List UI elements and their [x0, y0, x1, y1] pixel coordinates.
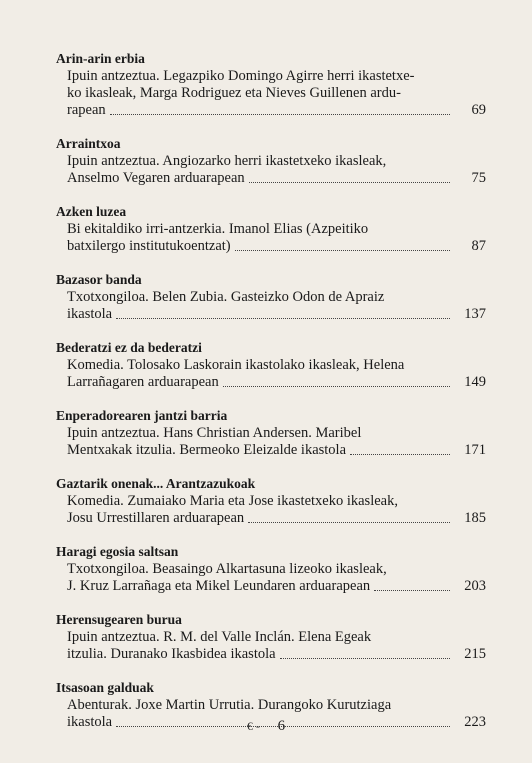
toc-entry-description-line: Bi ekitaldiko irri-antzerkia. Imanol Elias (Azpeitiko [67, 221, 369, 237]
toc-entry [56, 339, 486, 391]
dot-leader [374, 590, 450, 591]
toc-entry-description-line: Abenturak. Joxe Martin Urrutia. Durangoko Kurutziaga [67, 697, 392, 713]
toc-entry-last-line [67, 374, 456, 391]
toc-entry [56, 543, 486, 595]
toc-entry-page-number: 171 [464, 442, 486, 458]
toc-entry-last-line [67, 646, 456, 663]
toc-entry-description [67, 289, 456, 323]
toc-entry [56, 475, 486, 527]
toc-entry [56, 50, 486, 119]
toc-entry [56, 271, 486, 323]
toc-entry [56, 135, 486, 187]
toc-entry-description [67, 561, 456, 595]
toc-entry-description-line: ko ikasleak, Marga Rodriguez eta Nieves Guillenen ardu- [67, 85, 401, 101]
dot-leader [248, 522, 450, 523]
toc-entry-last-line [67, 578, 456, 595]
dot-leader [110, 114, 450, 115]
toc-entry-title: Haragi egosia saltsan [56, 544, 179, 559]
toc-entry-title: Arraintxoa [56, 136, 121, 151]
toc-entry-description [67, 221, 456, 255]
toc-entry-description-line: Txotxongiloa. Belen Zubia. Gasteizko Odon de Apraiz [67, 289, 385, 305]
toc-entry-last-line [67, 238, 456, 255]
toc-entry-description-line: Ipuin antzeztua. Hans Christian Andersen. Maribel [67, 425, 362, 441]
toc-entry-last-line-text: Mentxakak itzulia. Bermeoko Eleizalde ikastola [67, 442, 347, 458]
footer-mark: € - [246, 719, 260, 733]
dot-leader [116, 318, 450, 319]
toc-entry-last-line [67, 170, 456, 187]
dot-leader [249, 182, 450, 183]
toc-entry-last-line-text: ikastola [67, 714, 113, 730]
toc-entry-body [56, 289, 486, 323]
toc-entry-description [67, 153, 456, 187]
toc-entry-description-line: Komedia. Zumaiako Maria eta Jose ikastetxeko ikasleak, [67, 493, 398, 509]
toc-entry-page-number: 149 [464, 374, 486, 390]
toc-entry-description-line: Ipuin antzeztua. Legazpiko Domingo Agirre herri ikastetxe- [67, 68, 415, 84]
toc-entry-description-line: Komedia. Tolosako Laskorain ikastolako ikasleak, Helena [67, 357, 405, 373]
toc-entry-page-number: 75 [471, 170, 486, 186]
toc-entry-last-line [67, 102, 456, 119]
dot-leader [350, 454, 450, 455]
toc-entry-body [56, 629, 486, 663]
toc-entry-page-number: 87 [471, 238, 486, 254]
toc-entry-last-line-text: rapean [67, 102, 106, 118]
toc-entry-title: Bederatzi ez da bederatzi [56, 340, 202, 355]
toc-entry-body [56, 425, 486, 459]
dot-leader [280, 658, 450, 659]
toc-entry-body [56, 493, 486, 527]
toc-entry-description-line: Ipuin antzeztua. R. M. del Valle Inclán. Elena Egeak [67, 629, 372, 645]
toc-entry-last-line-text: Anselmo Vegaren arduarapean [67, 170, 245, 186]
footer-page-number: 6 [277, 718, 286, 734]
toc-entry-body [56, 357, 486, 391]
toc-entry-last-line-text: batxilergo institutukoentzat) [67, 238, 231, 254]
dot-leader [235, 250, 450, 251]
toc-entry-page-number: 223 [464, 714, 486, 730]
toc-entry-body [56, 221, 486, 255]
toc-entry-title: Itsasoan galduak [56, 680, 154, 695]
toc-entry-description [67, 357, 456, 391]
toc-entry-last-line-text: Larrañagaren arduarapean [67, 374, 219, 390]
toc-entry-title: Gaztarik onenak... Arantzazukoak [56, 476, 256, 491]
toc-entry [56, 203, 486, 255]
toc-entry-title: Arin-arin erbia [56, 51, 145, 66]
toc-entry [56, 407, 486, 459]
toc-entry-description-line: Ipuin antzeztua. Angiozarko herri ikastetxeko ikasleak, [67, 153, 387, 169]
toc-entry-last-line-text: itzulia. Duranako Ikasbidea ikastola [67, 646, 276, 662]
toc-entry-description [67, 493, 456, 527]
table-of-contents [56, 50, 486, 747]
toc-entry-title: Azken luzea [56, 204, 127, 219]
toc-entry-last-line [67, 442, 456, 459]
toc-entry-description [67, 68, 456, 119]
toc-entry-description-line: Txotxongiloa. Beasaingo Alkartasuna lizeoko ikasleak, [67, 561, 387, 577]
page-footer [0, 718, 532, 735]
toc-entry-body [56, 561, 486, 595]
toc-entry-last-line-text: ikastola [67, 306, 113, 322]
toc-entry-last-line-text: J. Kruz Larrañaga eta Mikel Leundaren arduarapean [67, 578, 371, 594]
toc-entry-title: Enperadorearen jantzi barria [56, 408, 228, 423]
toc-entry [56, 611, 486, 663]
toc-entry-page-number: 203 [464, 578, 486, 594]
toc-entry-page-number: 215 [464, 646, 486, 662]
toc-entry-page-number: 185 [464, 510, 486, 526]
toc-entry-body [56, 68, 486, 119]
toc-entry-last-line-text: Josu Urrestillaren arduarapean [67, 510, 245, 526]
toc-entry-last-line [67, 306, 456, 323]
dot-leader [223, 386, 450, 387]
toc-entry-title: Bazasor banda [56, 272, 142, 287]
toc-entry-description [67, 629, 456, 663]
toc-entry-last-line [67, 510, 456, 527]
toc-entry-page-number: 69 [471, 102, 486, 118]
toc-entry-description [67, 425, 456, 459]
toc-entry-body [56, 153, 486, 187]
toc-entry-title: Herensugearen burua [56, 612, 182, 627]
toc-entry-page-number: 137 [464, 306, 486, 322]
